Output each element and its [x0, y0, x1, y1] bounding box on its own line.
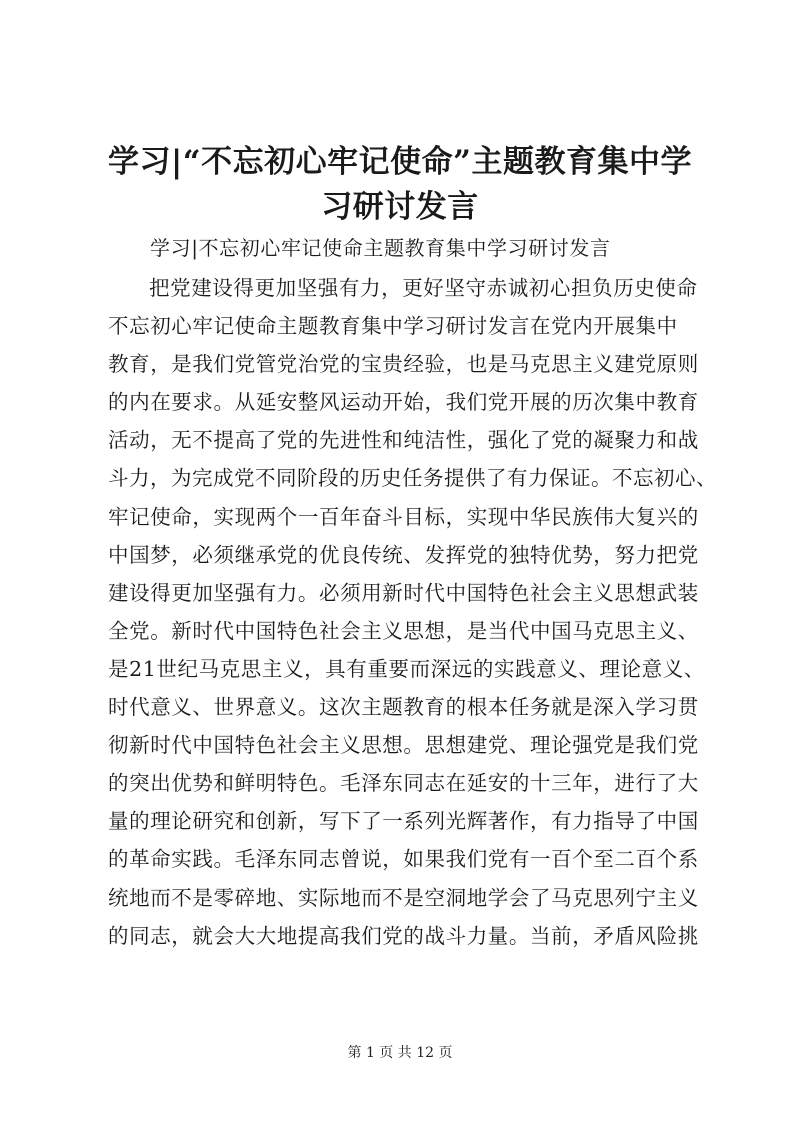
text-line: 牢记使命，实现两个一百年奋斗目标，实现中华民族伟大复兴的 — [108, 504, 699, 529]
page-title — [95, 140, 705, 230]
text-line: 不忘初心牢记使命主题教育集中学习研讨发言在党内开展集中 — [108, 314, 678, 339]
text-line: 教育，是我们党管党治党的宝贵经验，也是马克思主义建党原则 — [108, 352, 699, 377]
text-line: 的革命实践。毛泽东同志曾说，如果我们党有一百个至二百个系 — [108, 847, 699, 872]
text-line: 把党建设得更加坚强有力，更好坚守赤诚初心担负历史使命 — [149, 276, 698, 300]
text-line: 是21世纪马克思主义，具有重要而深远的实践意义、理论意义、 — [108, 656, 705, 681]
text-line: 的同志，就会大大地提高我们党的战斗力量。当前，矛盾风险挑 — [108, 923, 699, 948]
text-line: 中国梦，必须继承党的优良传统、发挥党的独特优势，努力把党 — [108, 542, 699, 567]
page-number-footer: 第 1 页 共 12 页 — [347, 1045, 453, 1061]
text-line: 量的理论研究和创新，写下了一系列光辉著作，有力指导了中国 — [108, 809, 699, 834]
text-line: 的内在要求。从延安整风运动开始，我们党开展的历次集中教育 — [108, 390, 699, 415]
text-line: 斗力，为完成党不同阶段的历史任务提供了有力保证。不忘初心、 — [108, 466, 717, 491]
text-line: 彻新时代中国特色社会主义思想。思想建党、理论强党是我们党 — [108, 733, 699, 758]
title-line-2: 习研讨发言 — [321, 189, 479, 225]
document-subtitle: 学习|不忘初心牢记使命主题教育集中学习研讨发言 — [150, 236, 611, 260]
body-text — [108, 269, 718, 955]
title-line-1: 学习|“不忘初心牢记使命”主题教育集中学 — [108, 144, 692, 180]
text-line: 全党。新时代中国特色社会主义思想，是当代中国马克思主义、 — [108, 618, 699, 643]
text-line: 时代意义、世界意义。这次主题教育的根本任务就是深入学习贯 — [108, 695, 699, 720]
text-line: 建设得更加坚强有力。必须用新时代中国特色社会主义思想武装 — [108, 580, 699, 605]
text-line: 的突出优势和鲜明特色。毛泽东同志在延安的十三年，进行了大 — [108, 771, 699, 796]
text-line: 统地而不是零碎地、实际地而不是空洞地学会了马克思列宁主义 — [108, 885, 699, 910]
text-line: 活动，无不提高了党的先进性和纯洁性，强化了党的凝聚力和战 — [108, 428, 699, 453]
